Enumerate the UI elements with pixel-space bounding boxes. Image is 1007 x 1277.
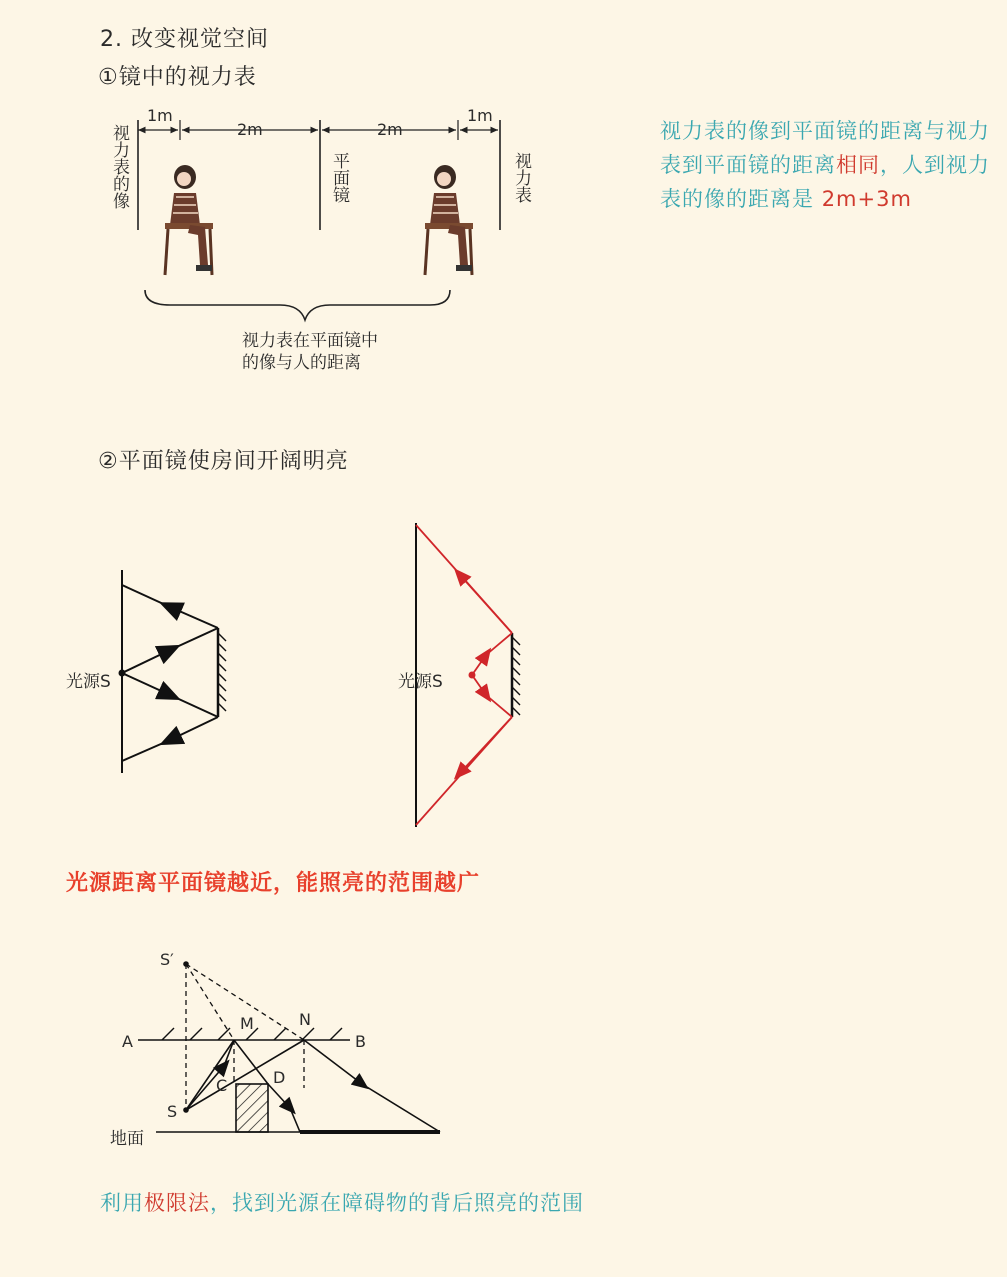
subsection-title-eye-chart: ①镜中的视力表 [98, 65, 257, 90]
dim-1m-right: 1m [467, 106, 493, 125]
note1-text-b: ，人到视力表的像的距离是 [660, 153, 990, 211]
label-A: A [122, 1032, 133, 1051]
person-figure [425, 165, 473, 275]
section-title: 2. 改变视觉空间 [100, 27, 269, 52]
label-S: S [167, 1102, 178, 1121]
note1-text-a: 视力表的像到平面镜的距离与视力表到平面镜的距离 [660, 119, 990, 177]
label-B: B [355, 1032, 366, 1051]
person-image-figure [165, 165, 213, 275]
label-S-prime: S′ [160, 950, 174, 969]
label-C: C [216, 1076, 228, 1095]
headline-conclusion: 光源距离平面镜越近，能照亮的范围越广 [66, 871, 481, 896]
label-N: N [299, 1010, 311, 1029]
dim-1m-left: 1m [147, 106, 173, 125]
note2-text-b: ，找到光源在障碍物的背后照亮的范围 [210, 1191, 584, 1215]
label-mirror: 平面镜 [329, 152, 349, 203]
light-source-label-left: 光源S [66, 672, 111, 692]
light-source-svg [60, 515, 540, 835]
dim-2m-left: 2m [237, 120, 263, 139]
note1-highlight: 相同 [836, 153, 880, 177]
note2-text-a: 利用 [100, 1191, 144, 1215]
label-M: M [240, 1014, 254, 1033]
brace-caption-line2: 的像与人的距离 [242, 353, 361, 373]
obstacle-svg [100, 940, 460, 1150]
note-distance-explanation [660, 114, 995, 216]
subsection-title-room-brightness: ②平面镜使房间开阔明亮 [98, 449, 349, 474]
light-source-label-right: 光源S [398, 672, 443, 692]
note-limit-method [100, 1186, 584, 1220]
note1-formula: 2m+3m [821, 187, 912, 211]
label-chart: 视力表 [511, 152, 531, 203]
note2-highlight: 极限法 [144, 1191, 210, 1215]
label-D: D [273, 1068, 286, 1087]
brace-caption-line1: 视力表在平面镜中 [242, 331, 378, 351]
obstacle-diagram [100, 940, 460, 1150]
dim-2m-right: 2m [377, 120, 403, 139]
label-chart-image: 视力表的像 [109, 124, 129, 209]
distance-brace [145, 290, 450, 320]
obstacle-block [236, 1084, 268, 1132]
label-ground: 地面 [110, 1129, 144, 1149]
light-source-diagrams [60, 515, 540, 835]
